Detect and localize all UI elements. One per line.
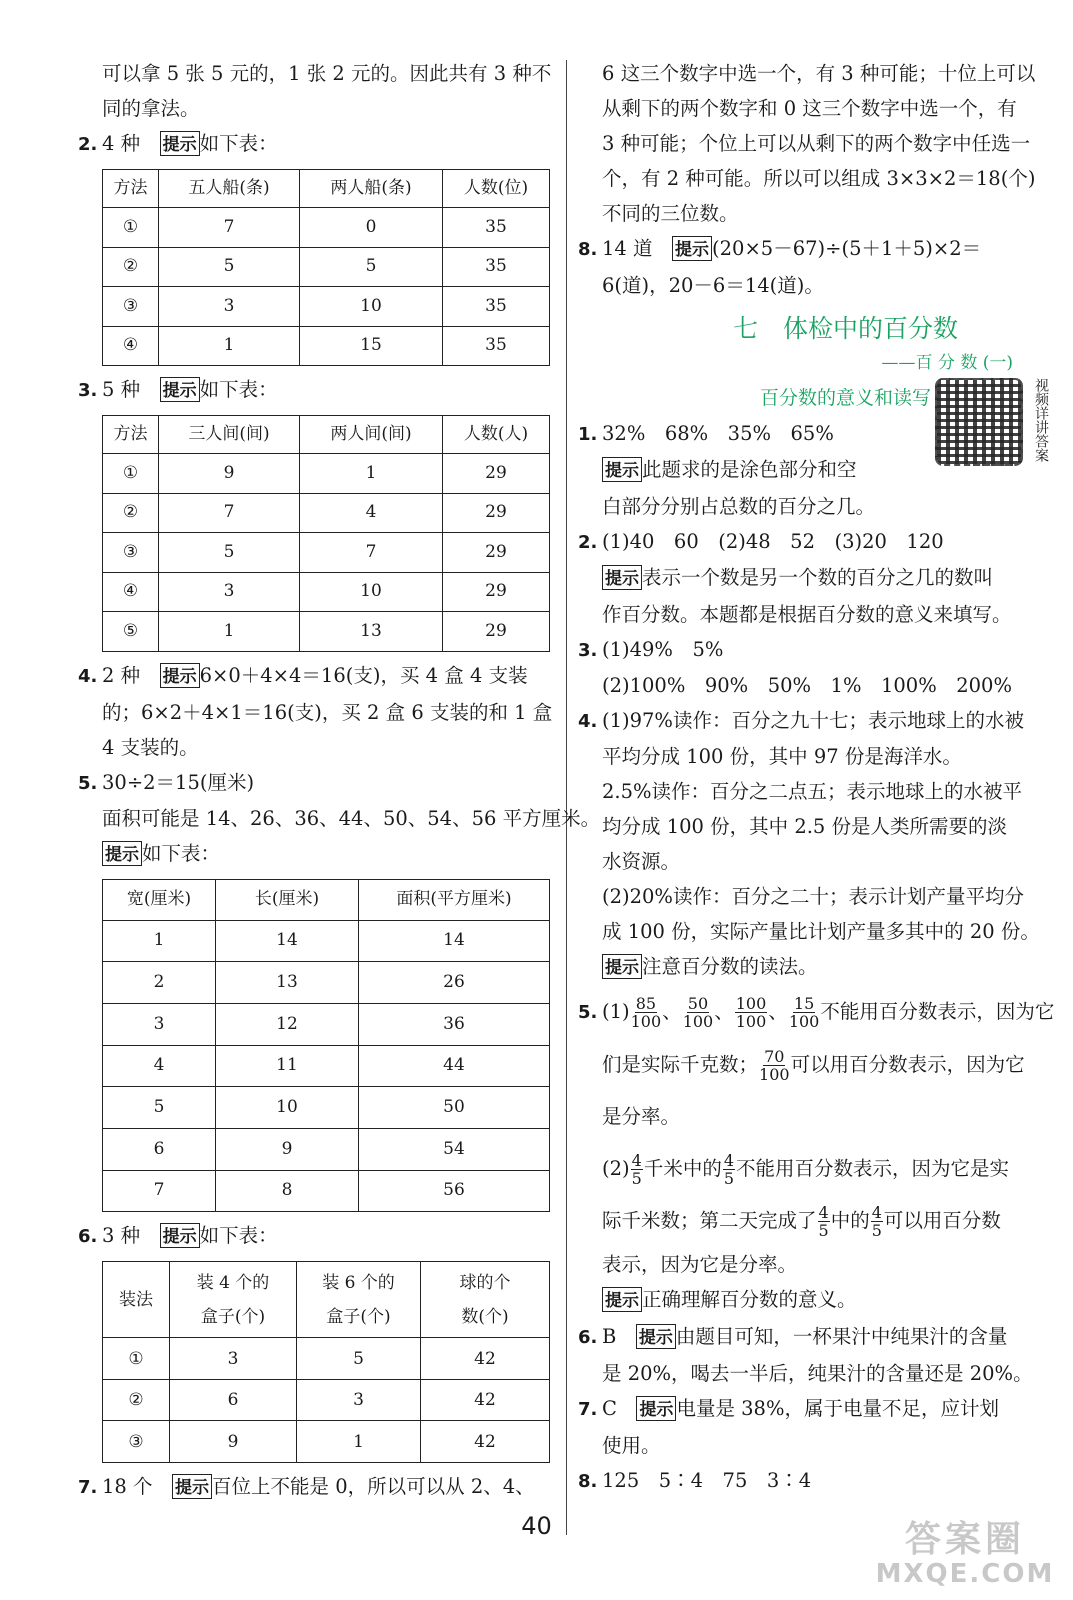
tip-label: 提示 — [160, 1223, 200, 1248]
table-cell: 29 — [443, 533, 550, 573]
table-cell: 29 — [443, 572, 550, 612]
table-cell: ④ — [103, 326, 159, 366]
fraction: $\frac{4}{5}$ — [871, 1203, 882, 1240]
table-cell: 7 — [159, 208, 300, 248]
text-line: 表示，因为它是分率。 — [602, 1253, 798, 1276]
table-cell: 35 — [443, 247, 550, 287]
text-line: (2)20%读作：百分之二十；表示计划产量平均分 — [602, 885, 1024, 908]
table-cell: 13 — [300, 612, 443, 652]
answer-3: 3. (1)49% 5% — [578, 638, 724, 661]
table-cell: 26 — [359, 962, 550, 1004]
table-cell: 5 — [159, 247, 300, 287]
table-cell: 1 — [159, 612, 300, 652]
text-line: 平均分成 100 份，其中 97 份是海洋水。 — [602, 745, 962, 768]
text-line: 提示 注意百分数的读法。 — [578, 949, 1073, 986]
table-cell: 3 — [159, 572, 300, 612]
question-4: 4. 2 种 提示 6×0＋4×4＝16(支)，买 4 盒 4 支装 — [78, 663, 528, 687]
table-cell: 14 — [359, 920, 550, 962]
table-header-cell: 面积(平方厘米) — [359, 879, 550, 920]
table-header-cell: 长(厘米) — [216, 879, 359, 920]
table-boats — [102, 169, 550, 366]
section-title: 七 体检中的百分数 — [732, 314, 958, 343]
fraction: $\frac{4}{5}$ — [723, 1151, 735, 1188]
text-line: 使用。 — [602, 1434, 661, 1457]
answer-4: 4. (1)97%读作：百分之九十七；表示地球上的水被 — [578, 709, 1024, 732]
text-line: 均分成 100 份，其中 2.5 份是人类所需要的淡 — [602, 815, 1008, 838]
table-cell: 7 — [159, 493, 300, 533]
text-line: 可以拿 5 张 5 元的，1 张 2 元的。因此共有 3 种不 — [102, 62, 552, 85]
table-row — [103, 572, 550, 612]
table-header-cell: 装 4 个的 盒子(个) — [170, 1262, 297, 1338]
tip-label: 提示 — [160, 131, 200, 156]
page-number: 40 — [521, 1512, 552, 1540]
table-row — [103, 612, 550, 652]
table-cell: ② — [103, 1379, 170, 1421]
table-row — [103, 962, 550, 1004]
table-cell: ③ — [103, 1421, 170, 1463]
table-cell: 2 — [103, 962, 216, 1004]
table-cell: 3 — [159, 287, 300, 327]
table-header-cell: 两人船(条) — [300, 170, 443, 208]
text-line: 提示 如下表： — [78, 836, 550, 873]
table-row — [103, 1421, 550, 1463]
tip-label: 提示 — [602, 954, 642, 979]
table-cell: 5 — [159, 533, 300, 573]
table-header-cell: 球的个 数(个) — [421, 1262, 550, 1338]
table-cell: ③ — [103, 287, 159, 327]
table-cell: 1 — [300, 454, 443, 494]
table-cell: 4 — [103, 1045, 216, 1087]
table-cell: 1 — [159, 326, 300, 366]
tip-label: 提示 — [602, 457, 642, 482]
table-cell: 8 — [216, 1170, 359, 1212]
table-header-cell: 人数(人) — [443, 416, 550, 454]
tip-label: 提示 — [160, 663, 200, 688]
tip-label: 提示 — [636, 1324, 676, 1349]
table-header-cell: 装法 — [103, 1262, 170, 1338]
text-line: 不同的三位数。 — [602, 202, 739, 225]
tip-label: 提示 — [160, 377, 200, 402]
table-header-cell: 装 6 个的 盒子(个) — [297, 1262, 421, 1338]
table-cell: ④ — [103, 572, 159, 612]
text-line: 作百分数。本题都是根据百分数的意义来填写。 — [602, 603, 1012, 626]
table-cell: 9 — [170, 1421, 297, 1463]
tip-label: 提示 — [672, 236, 712, 261]
tip-label: 提示 — [172, 1474, 212, 1499]
table-cell: 7 — [300, 533, 443, 573]
text-line: 水资源。 — [602, 850, 681, 873]
table-cell: 3 — [170, 1338, 297, 1380]
text-line: 的；6×2＋4×1＝16(支)，买 2 盒 6 支装的和 1 盒 — [102, 700, 553, 724]
table-cell: 35 — [443, 287, 550, 327]
table-cell: 3 — [103, 1003, 216, 1045]
table-cell: ② — [103, 247, 159, 287]
table-cell: 1 — [103, 920, 216, 962]
table-cell: 0 — [300, 208, 443, 248]
qr-code[interactable] — [935, 378, 1053, 466]
table-cell: 42 — [421, 1379, 550, 1421]
question-6: 6. 3 种 提示 如下表： — [78, 1224, 278, 1248]
qr-code-icon[interactable] — [935, 378, 1023, 466]
table-cell: 1 — [297, 1421, 421, 1463]
text-line: 提示 正确理解百分数的意义。 — [578, 1282, 1073, 1319]
text-line: 个，有 2 种可能。所以可以组成 3×3×2＝18(个) — [602, 167, 1036, 190]
table-cell: 56 — [359, 1170, 550, 1212]
tip-label: 提示 — [602, 565, 642, 590]
table-row — [103, 454, 550, 494]
text-line: 成 100 份，实际产量比计划产量多其中的 20 份。 — [602, 920, 1040, 943]
table-header-cell: 三人间(间) — [159, 416, 300, 454]
table-row — [103, 247, 550, 287]
table-cell: 29 — [443, 454, 550, 494]
table-cell: ① — [103, 1338, 170, 1380]
table-header-cell: 方法 — [103, 416, 159, 454]
question-3: 3. 5 种 提示 如下表： — [78, 378, 278, 401]
table-row — [103, 1170, 550, 1212]
table-cell: 42 — [421, 1338, 550, 1380]
table-cell: 10 — [300, 287, 443, 327]
table-cell: ① — [103, 208, 159, 248]
table-cell: 50 — [359, 1087, 550, 1129]
section-subtitle: ——百 分 数 (一) — [881, 353, 1013, 373]
table-rooms — [102, 415, 550, 652]
answer-2: 2. (1)40 60 (2)48 52 (3)20 120 — [578, 530, 944, 553]
table-cell: 29 — [443, 612, 550, 652]
text-line: 同的拿法。 — [102, 97, 200, 120]
table-cell: ③ — [103, 533, 159, 573]
answer-6: 6. B 提示 由题目可知，一杯果汁中纯果汁的含量 — [578, 1325, 1008, 1348]
right-column — [578, 56, 1073, 1499]
text-line: 从剩下的两个数字和 0 这三个数字中选一个，有 — [602, 97, 1017, 120]
table-cell: 10 — [216, 1087, 359, 1129]
fraction: $\frac{15}{100}$ — [788, 994, 820, 1031]
table-row — [103, 920, 550, 962]
text-line: (2)100% 90% 50% 1% 100% 200% — [602, 674, 1012, 697]
table-cell: 14 — [216, 920, 359, 962]
text-line: 4 支装的。 — [102, 735, 199, 759]
fraction: $\frac{85}{100}$ — [630, 994, 662, 1031]
text-line: 3 种可能；个位上可以从剩下的两个数字中任选一 — [602, 132, 1031, 155]
question-8: 8. 14 道 提示 (20×5－67)÷(5＋1＋5)×2＝ — [578, 237, 982, 260]
table-boxes — [102, 1261, 550, 1463]
fraction: $\frac{70}{100}$ — [759, 1047, 790, 1084]
question-2: 2. 4 种 提示 如下表： — [78, 132, 278, 155]
fraction: $\frac{4}{5}$ — [818, 1203, 829, 1240]
table-rectangles — [102, 879, 550, 1213]
table-row — [103, 1128, 550, 1170]
section-heading: 百分数的意义和读写 — [759, 387, 931, 409]
table-row — [103, 1003, 550, 1045]
text-line: 是 20%，喝去一半后，纯果汁的含量还是 20%。 — [602, 1362, 1033, 1385]
table-row — [103, 1379, 550, 1421]
table-cell: 12 — [216, 1003, 359, 1045]
table-cell: 6 — [170, 1379, 297, 1421]
question-7: 7. 18 个 提示 百位上不能是 0，所以可以从 2、4、 — [78, 1474, 535, 1498]
table-header-cell: 方法 — [103, 170, 159, 208]
table-cell: 54 — [359, 1128, 550, 1170]
table-header-cell: 两人间(间) — [300, 416, 443, 454]
table-row — [103, 1338, 550, 1380]
table-header-cell: 五人船(条) — [159, 170, 300, 208]
table-header-cell: 宽(厘米) — [103, 879, 216, 920]
table-cell: ② — [103, 493, 159, 533]
text-line: 提示 表示一个数是另一个数的百分之几的数叫 — [578, 560, 1073, 597]
tip-label: 提示 — [636, 1396, 676, 1421]
table-row — [103, 287, 550, 327]
table-row — [103, 208, 550, 248]
table-cell: 5 — [300, 247, 443, 287]
text-line: 提示 此题求的是涂色部分和空 — [578, 452, 1073, 489]
table-cell: 35 — [443, 326, 550, 366]
table-row — [103, 533, 550, 573]
table-cell: 13 — [216, 962, 359, 1004]
text-line: 6(道)，20－6＝14(道)。 — [602, 274, 824, 297]
table-row — [103, 493, 550, 533]
table-cell: 35 — [443, 208, 550, 248]
table-cell: 5 — [297, 1338, 421, 1380]
table-cell: ⑤ — [103, 612, 159, 652]
fraction: $\frac{50}{100}$ — [682, 994, 714, 1031]
tip-label: 提示 — [102, 841, 142, 866]
table-cell: 15 — [300, 326, 443, 366]
table-row — [103, 326, 550, 366]
left-column — [78, 56, 601, 1506]
text-line: 2.5%读作：百分之二点五；表示地球上的水被平 — [602, 780, 1023, 803]
qr-caption: 视频详讲答案 — [1033, 378, 1049, 462]
table-cell: 6 — [103, 1128, 216, 1170]
table-header-cell: 人数(位) — [443, 170, 550, 208]
table-cell: 42 — [421, 1421, 550, 1463]
table-cell: 7 — [103, 1170, 216, 1212]
text-line: 白部分分别占总数的百分之几。 — [602, 495, 876, 518]
table-cell: 9 — [216, 1128, 359, 1170]
table-row — [103, 1087, 550, 1129]
question-5: 5. 30÷2＝15(厘米) — [78, 770, 255, 794]
tip-label: 提示 — [602, 1287, 642, 1312]
table-cell: 44 — [359, 1045, 550, 1087]
table-cell: 10 — [300, 572, 443, 612]
answer-7: 7. C 提示 电量是 38%，属于电量不足，应计划 — [578, 1397, 999, 1420]
fraction: $\frac{100}{100}$ — [735, 994, 767, 1031]
answer-1: 1. 32% 68% 35% 65% — [578, 422, 834, 445]
table-cell: 36 — [359, 1003, 550, 1045]
answer-5: 5. (1) $\frac{85}{100}$ 、 $\frac{50}{100}$ 、 $\frac{100}{100}$ 、 $\frac{15}{100}$ 不能用百分数表示，因为它 们是实际千克数； $\frac{70}{100}$ 可以用百分数表示，因为它 是分率。 (2) $\frac{4}{5}$ 千米中的 $\frac{4}{5}$ 不能用百分数表示，因为它是实 际千米数；第二天完成了 $\frac{4}{5}$ 中的 $\frac{4}{5}$ 可以用百分数 — [578, 994, 1055, 1240]
table-cell: 3 — [297, 1379, 421, 1421]
column-divider — [566, 60, 567, 1535]
text-line: 6 这三个数字中选一个，有 3 种可能；十位上可以 — [602, 62, 1036, 85]
table-cell: 5 — [103, 1087, 216, 1129]
table-cell: 11 — [216, 1045, 359, 1087]
table-cell: 29 — [443, 493, 550, 533]
fraction: $\frac{4}{5}$ — [631, 1151, 642, 1188]
table-cell: ① — [103, 454, 159, 494]
text-line: 面积可能是 14、26、36、44、50、54、56 平方厘米。 — [102, 806, 601, 830]
answer-8: 8. 125 5∶4 75 3∶4 — [578, 1469, 812, 1492]
table-row — [103, 1045, 550, 1087]
table-cell: 9 — [159, 454, 300, 494]
table-cell: 4 — [300, 493, 443, 533]
watermark: 答案圈 MXQE.COM — [875, 1519, 1055, 1589]
